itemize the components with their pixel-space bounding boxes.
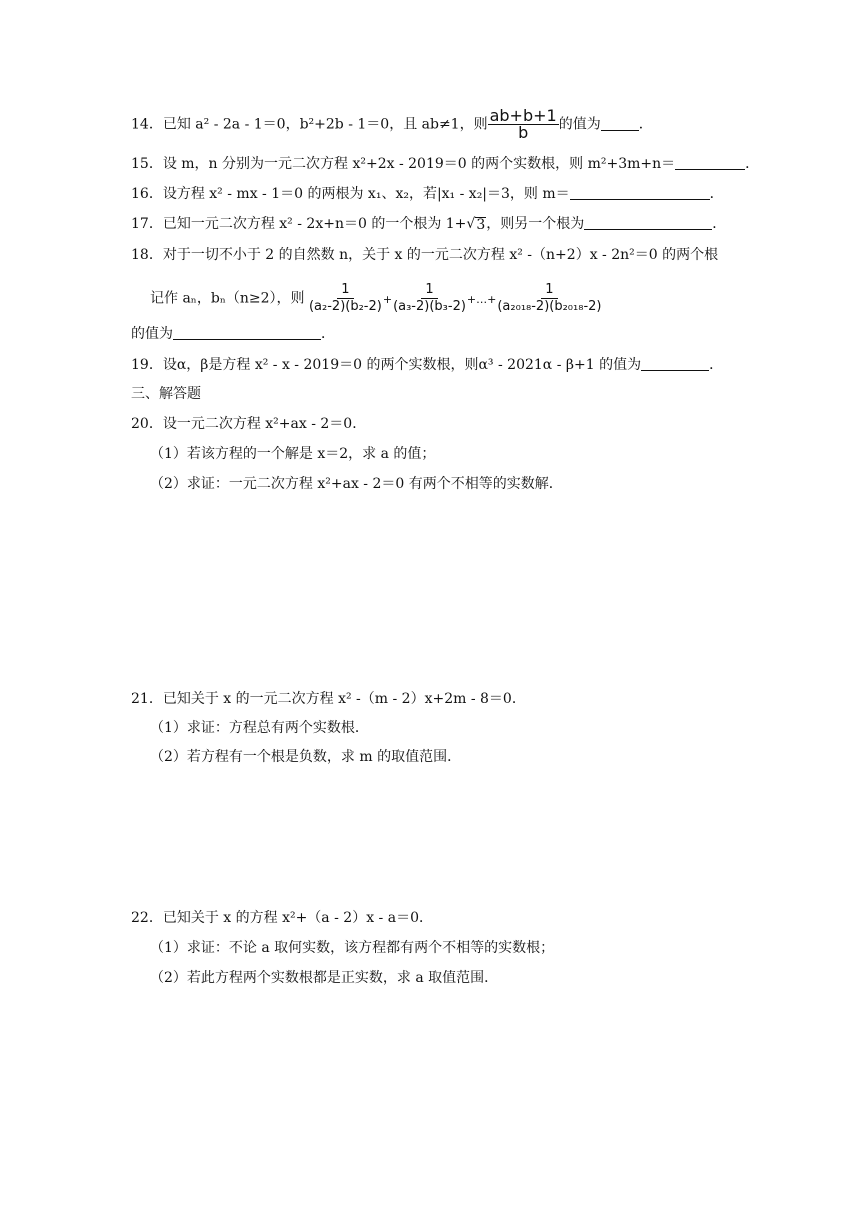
- question-21-part-2: [150, 748, 461, 766]
- question-number: 15．: [131, 156, 163, 172]
- question-text: 对于一切不小于 2 的自然数 n，关于 x 的一元二次方程 x² -（n+2）x - 2n²＝0 的两个根: [162, 247, 719, 263]
- sqrt-radicand: 3: [476, 217, 486, 233]
- question-20-part-2: [150, 475, 563, 493]
- fraction-denominator: (a₃-2)(b₃-2): [393, 299, 466, 314]
- question-21-part-1: [150, 719, 369, 737]
- question-number: 18．: [131, 247, 163, 263]
- fraction-numerator: 1: [421, 282, 437, 299]
- part-text: （2）若方程有一个根是负数，求 m 的取值范围．: [150, 749, 462, 765]
- question-22-part-1: [150, 939, 554, 957]
- period: ．: [712, 216, 727, 232]
- section-title-text: 三、解答题: [131, 386, 201, 402]
- fraction-3: [497, 282, 601, 315]
- plus-sign: +: [382, 292, 393, 306]
- part-text: （1）若该方程的一个解是 x＝2，求 a 的值；: [150, 446, 436, 462]
- fraction-1: [309, 282, 382, 315]
- question-text: 设一元二次方程 x²+ax - 2＝0．: [162, 416, 367, 432]
- question-text: 设方程 x² - mx - 1＝0 的两根为 x₁、x₂，若|x₁ - x₂|＝3，则 m＝: [162, 186, 570, 202]
- question-number: 21．: [131, 691, 163, 707]
- question-18-line1: [131, 246, 718, 264]
- period: ．: [638, 116, 653, 133]
- question-text: 已知关于 x 的方程 x²+（a - 2）x - a＝0．: [162, 910, 433, 926]
- question-number: 17．: [131, 216, 163, 232]
- question-prefix: 已知: [162, 116, 191, 133]
- question-14-conditions: a² - 2a - 1＝0，b²+2b - 1＝0，且 ab≠1，则: [195, 116, 488, 133]
- question-20: [131, 415, 366, 433]
- period: ．: [321, 326, 335, 342]
- answer-blank[interactable]: [675, 156, 745, 170]
- question-suffix: 的值为: [558, 116, 601, 133]
- question-number: 19．: [131, 357, 163, 373]
- question-21: [131, 690, 526, 708]
- question-number: 20．: [131, 416, 163, 432]
- question-22-part-2: [150, 969, 498, 987]
- fraction-denominator: b: [518, 123, 529, 142]
- answer-blank[interactable]: [173, 326, 321, 340]
- period: ．: [709, 357, 724, 373]
- question-18-line3: [131, 325, 335, 343]
- answer-blank[interactable]: [570, 186, 710, 200]
- answer-blank[interactable]: [601, 117, 639, 131]
- ellipsis-plus: +…+: [466, 292, 497, 306]
- question-number: 16．: [131, 186, 163, 202]
- fraction: [488, 108, 559, 141]
- section-title: [131, 385, 201, 403]
- sqrt-sign-icon: √: [466, 216, 476, 232]
- question-15: [131, 155, 759, 173]
- question-22: [131, 909, 433, 927]
- period: ．: [745, 156, 760, 172]
- fraction-denominator: (a₂-2)(b₂-2): [308, 299, 382, 314]
- question-17: [131, 215, 726, 233]
- answer-blank[interactable]: [584, 216, 712, 230]
- fraction-numerator: ab+b+1: [489, 106, 557, 125]
- part-text: （2）若此方程两个实数根都是正实数，求 a 取值范围．: [150, 970, 499, 986]
- sqrt: [466, 215, 486, 233]
- answer-blank[interactable]: [641, 357, 709, 371]
- question-14: [131, 108, 653, 141]
- question-number: 14．: [131, 116, 163, 133]
- period: ．: [709, 186, 724, 202]
- fraction-numerator: 1: [337, 282, 353, 299]
- part-text: （1）求证：方程总有两个实数根．: [150, 720, 369, 736]
- question-text: 设 m，n 分别为一元二次方程 x²+2x - 2019＝0 的两个实数根，则 m²+3m+n＝: [162, 156, 676, 172]
- question-text: 已知关于 x 的一元二次方程 x² -（m - 2）x+2m - 8＝0．: [162, 691, 526, 707]
- question-number: 22．: [131, 910, 163, 926]
- question-text: 的值为: [131, 326, 173, 342]
- part-text: （1）求证：不论 a 取何实数，该方程都有两个不相等的实数根；: [150, 940, 555, 956]
- question-text: 记作 aₙ，bₙ（n≥2），则: [150, 290, 305, 307]
- question-18-line2: [150, 282, 601, 315]
- question-16: [131, 185, 724, 203]
- question-20-part-1: [150, 445, 435, 463]
- fraction-2: [393, 282, 466, 315]
- question-text-after: ，则另一个根为: [486, 216, 585, 232]
- fraction-denominator: (a₂₀₁₈-2)(b₂₀₁₈-2): [497, 299, 602, 314]
- part-text: （2）求证：一元二次方程 x²+ax - 2＝0 有两个不相等的实数解．: [150, 476, 563, 492]
- question-text: 设α，β是方程 x² - x - 2019＝0 的两个实数根，则α³ - 2021α - β+1 的值为: [162, 357, 642, 373]
- question-text: 已知一元二次方程 x² - 2x+n＝0 的一个根为 1+: [162, 216, 467, 232]
- question-19: [131, 356, 723, 374]
- fraction-numerator: 1: [541, 282, 557, 299]
